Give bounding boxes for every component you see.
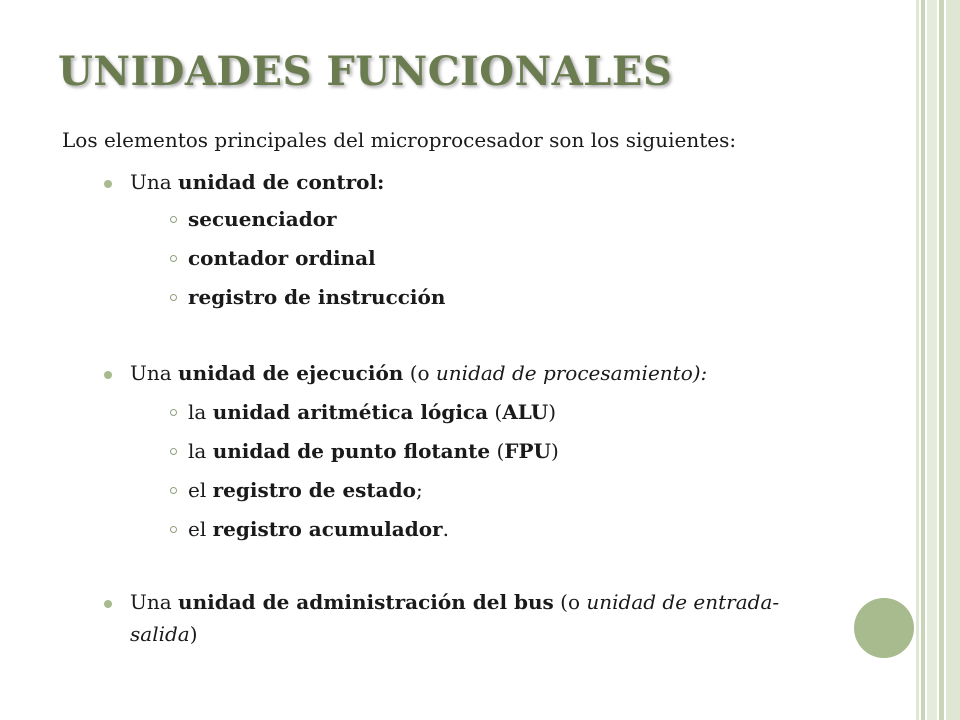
- bullet-dot-icon: [104, 371, 112, 379]
- sub-item-text: [188, 246, 376, 270]
- sub-bullet-ring-icon: [170, 448, 177, 455]
- sub-item-strong: contador ordinal: [188, 246, 376, 270]
- sub-item-post: ;: [415, 478, 423, 502]
- bullet-em: unidad de entrada-salida: [130, 590, 780, 646]
- bullet-strong: unidad de administración del bus: [178, 590, 554, 614]
- sub-item-post: ): [548, 400, 556, 424]
- page-title: UNIDADES FUNCIONALES: [58, 48, 673, 95]
- sub-bullet-ring-icon: [170, 526, 177, 533]
- sub-item-strong: unidad de punto flotante: [212, 439, 491, 463]
- sub-item-text: [188, 400, 556, 424]
- bullet-dot-icon: [104, 600, 112, 608]
- sub-item-text: [188, 478, 423, 502]
- decorative-stripes: [916, 0, 960, 720]
- sub-bullet-ring-icon: [170, 409, 177, 416]
- bullet-dot-icon: [104, 180, 112, 188]
- sub-item-strong2: ALU: [502, 400, 549, 424]
- bullet-strong: unidad de ejecución: [178, 361, 404, 385]
- bullet-prefix: Una: [130, 170, 179, 194]
- sub-bullet-ring-icon: [170, 294, 177, 301]
- sub-item-strong: secuenciador: [188, 207, 337, 231]
- sub-bullet-ring-icon: [170, 255, 177, 262]
- sub-item-post: .: [442, 517, 449, 541]
- sub-item-strong: registro acumulador: [212, 517, 443, 541]
- sub-item-pre: el: [188, 478, 213, 502]
- sub-item-post: ): [550, 439, 559, 463]
- bullet-em: unidad de procesamiento):: [435, 361, 708, 385]
- bullet-text: [130, 586, 830, 650]
- bullet-text: [130, 361, 707, 385]
- sub-item-strong: registro de instrucción: [188, 285, 446, 309]
- decorative-circle: [854, 598, 914, 658]
- sub-bullet-ring-icon: [170, 216, 177, 223]
- sub-item-mid: (: [490, 439, 505, 463]
- bullet-mid: (o: [403, 361, 436, 385]
- bullet-post: ): [189, 622, 198, 646]
- sub-item-text: [188, 439, 559, 463]
- sub-item-mid: (: [488, 400, 503, 424]
- sub-item-text: [188, 207, 337, 231]
- sub-item-pre: la: [188, 400, 213, 424]
- sub-item-strong2: FPU: [504, 439, 551, 463]
- bullet-strong: unidad de control:: [178, 170, 385, 194]
- sub-item-pre: el: [188, 517, 213, 541]
- bullet-text: [130, 170, 384, 194]
- sub-item-text: [188, 517, 449, 541]
- bullet-prefix: Una: [130, 361, 179, 385]
- bullet-prefix: Una: [130, 590, 179, 614]
- sub-item-strong: unidad aritmética lógica: [212, 400, 489, 424]
- sub-item-pre: la: [188, 439, 213, 463]
- sub-item-text: [188, 285, 445, 309]
- sub-item-strong: registro de estado: [212, 478, 416, 502]
- sub-bullet-ring-icon: [170, 487, 177, 494]
- intro-text: Los elementos principales del microprocesador son los siguientes:: [62, 128, 737, 152]
- bullet-mid: (o: [553, 590, 587, 614]
